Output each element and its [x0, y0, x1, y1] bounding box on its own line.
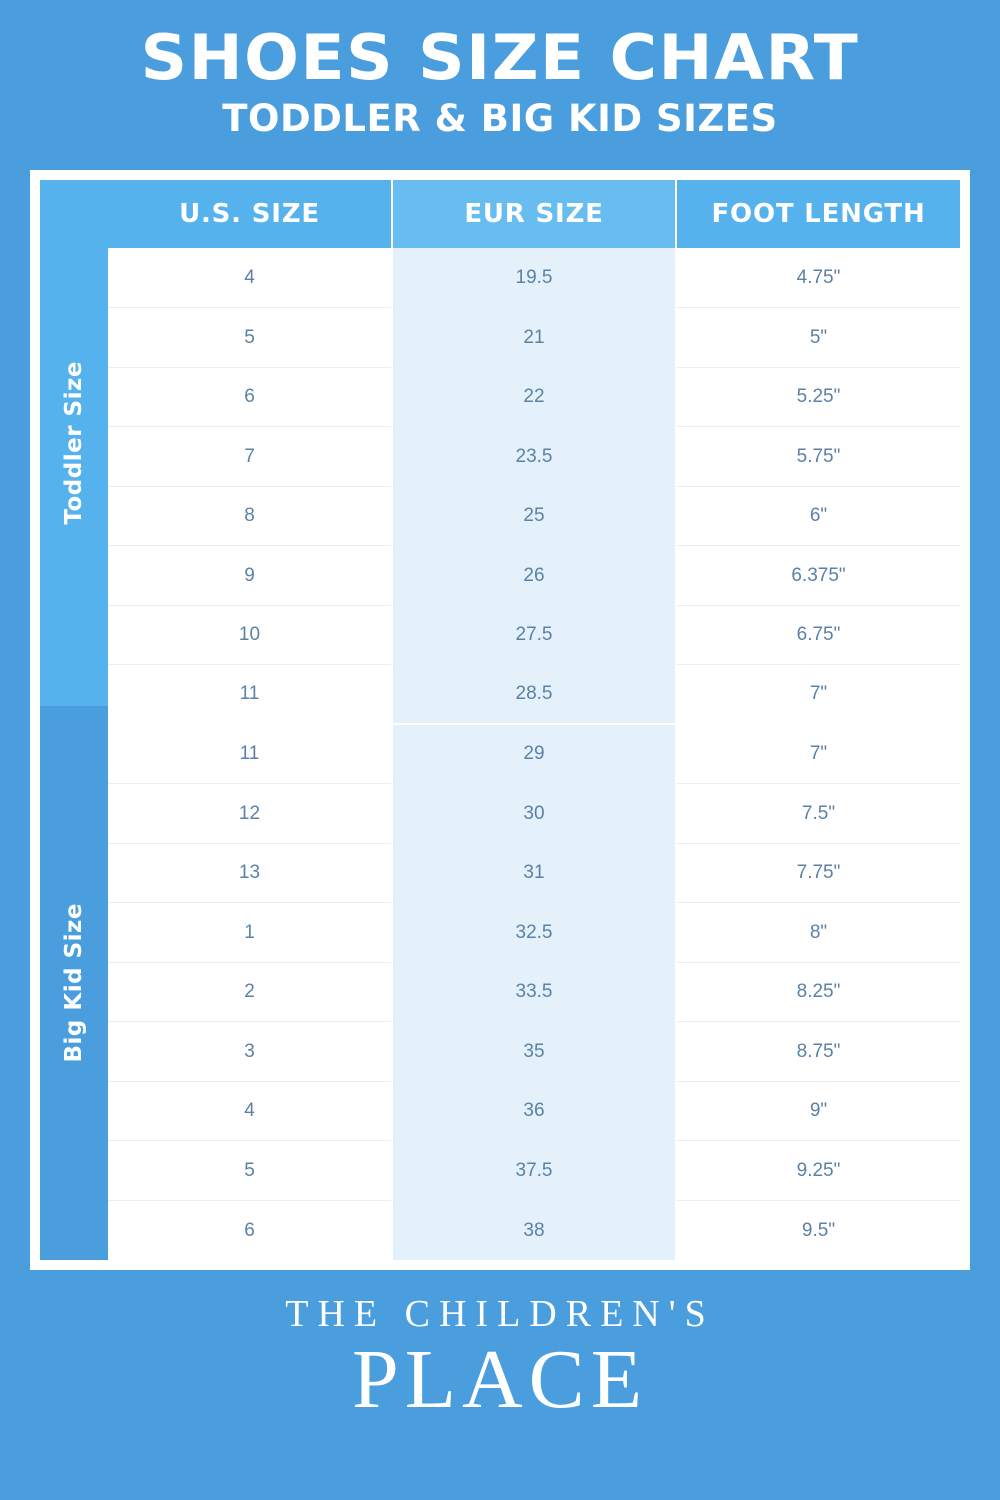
brand-logo-top-text: THE CHILDREN'S [285, 1293, 715, 1336]
cell-foot-length: 5" [676, 308, 960, 368]
column-header-foot-length: FOOT LENGTH [676, 180, 960, 248]
cell-us-size: 4 [108, 248, 392, 308]
cell-foot-length: 4.75" [676, 248, 960, 308]
page-subtitle: TODDLER & BIG KID SIZES [222, 97, 778, 141]
table-row [108, 843, 960, 903]
table-row [108, 546, 960, 606]
cell-us-size: 11 [108, 665, 392, 725]
cell-eur-size: 32.5 [392, 903, 676, 963]
table-head [108, 180, 960, 248]
cell-us-size: 5 [108, 308, 392, 368]
cell-foot-length: 9.5" [801, 1219, 836, 1241]
cell-eur-size: 33.5 [392, 962, 676, 1022]
cell-foot-length: 7.75" [676, 843, 960, 903]
cell-us-size: 8 [108, 486, 392, 546]
section-label-toddler-text: Toddler Size [61, 361, 87, 526]
cell-eur-size: 19.5 [392, 248, 676, 308]
cell-eur-size: 30 [392, 784, 676, 844]
cell-us-size: 4 [108, 1081, 392, 1141]
section-labels [40, 180, 108, 1260]
cell-us-size: 13 [108, 843, 392, 903]
cell-foot-length: 6.375" [676, 546, 960, 606]
cell-eur-size: 27.5 [392, 605, 676, 665]
table-row [108, 665, 960, 725]
table-body [108, 248, 960, 1260]
table-row [108, 486, 960, 546]
table-row [108, 1141, 960, 1201]
cell-foot-length: 7.5" [676, 784, 960, 844]
cell-foot-length: 8" [676, 903, 960, 963]
cell-foot-length: 7" [676, 724, 960, 784]
cell-foot-length: 5.25" [676, 367, 960, 427]
table-row [108, 308, 960, 368]
table-header-row [108, 180, 960, 248]
cell-eur-size: 28.5 [392, 665, 676, 725]
page-title: SHOES SIZE CHART [140, 21, 860, 94]
cell-us-size: 2 [108, 962, 392, 1022]
cell-us-size: 1 [108, 903, 392, 963]
size-chart-table [108, 180, 960, 1260]
cell-foot-length: 9" [676, 1081, 960, 1141]
cell-eur-size: 29 [392, 724, 676, 784]
cell-foot-length: 5.75" [676, 427, 960, 487]
cell-eur-size: 38 [392, 1200, 676, 1260]
table-row [108, 605, 960, 665]
column-header-eur-size: EUR SIZE [392, 180, 676, 248]
table-row [108, 1081, 960, 1141]
cell-foot-length: 8.25" [676, 962, 960, 1022]
cell-foot-length: 6.75" [676, 605, 960, 665]
table-row [108, 903, 960, 963]
table-row [108, 367, 960, 427]
cell-eur-size: 31 [392, 843, 676, 903]
cell-eur-size: 23.5 [392, 427, 676, 487]
brand-logo [0, 1292, 1000, 1427]
table-row [108, 784, 960, 844]
cell-foot-length: 6" [676, 486, 960, 546]
cell-us-size: 7 [108, 427, 392, 487]
cell-us-size: 10 [108, 605, 392, 665]
cell-us-size: 9 [108, 546, 392, 606]
cell-eur-size: 26 [392, 546, 676, 606]
size-chart-card [30, 170, 970, 1270]
table-row [108, 427, 960, 487]
cell-us-size: 5 [108, 1141, 392, 1201]
section-label-big-kid [40, 706, 108, 1260]
cell-eur-size: 25 [392, 486, 676, 546]
cell-foot-length: 8.75" [676, 1022, 960, 1082]
cell-us-size: 6 [108, 367, 392, 427]
cell-us-size: 3 [108, 1022, 392, 1082]
cell-eur-size: 21 [392, 308, 676, 368]
cell-us-size: 11 [108, 724, 392, 784]
brand-logo-main-text: PLACE [351, 1333, 649, 1427]
cell-eur-size: 35 [392, 1022, 676, 1082]
cell-eur-size: 37.5 [392, 1141, 676, 1201]
section-label-toddler [40, 180, 108, 706]
header [0, 0, 1000, 140]
cell-eur-size: 22 [392, 367, 676, 427]
table-row [108, 1022, 960, 1082]
cell-us-size: 12 [108, 784, 392, 844]
cell-foot-length: 7" [676, 665, 960, 725]
table-row [108, 1200, 960, 1260]
section-label-big-kid-text: Big Kid Size [61, 903, 87, 1063]
table-row [108, 724, 960, 784]
column-header-us-size: U.S. SIZE [108, 180, 392, 248]
size-chart-table-wrap [40, 180, 960, 1260]
cell-us-size: 6 [108, 1200, 392, 1260]
table-row [108, 248, 960, 308]
cell-eur-size: 36 [392, 1081, 676, 1141]
table-row [108, 962, 960, 1022]
cell-foot-length: 9.25" [676, 1141, 960, 1201]
